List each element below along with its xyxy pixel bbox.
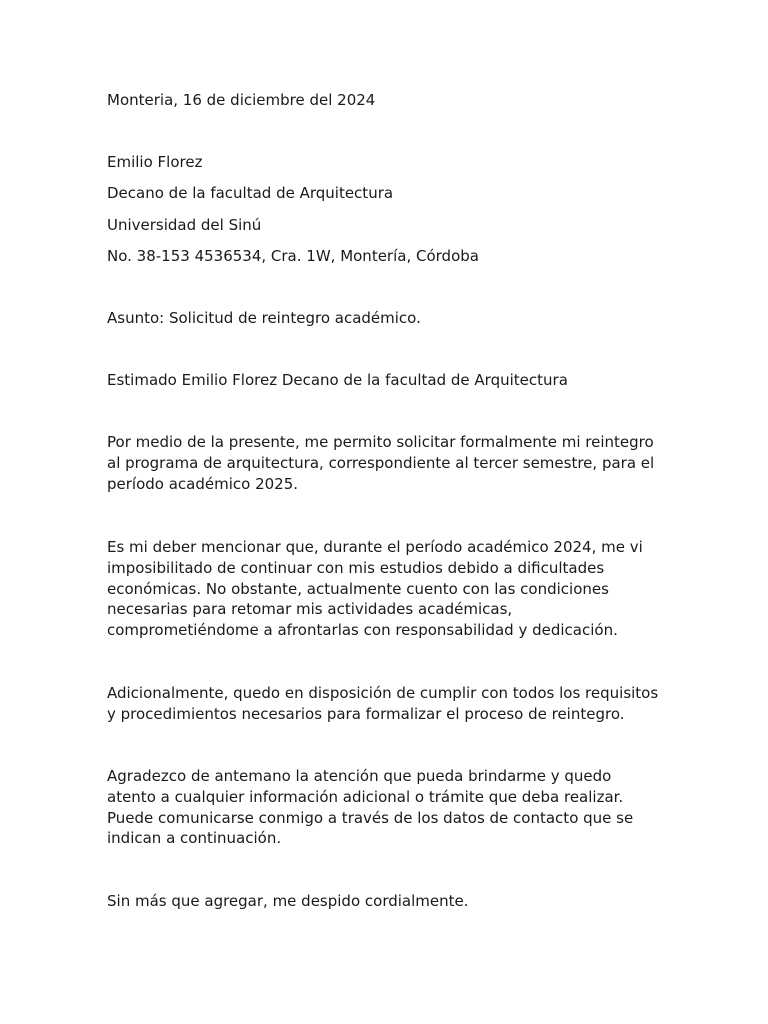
paragraph-line: atento a cualquier información adicional o trámite que deba realizar. [107,787,624,806]
paragraph-line: indican a continuación. [107,829,282,848]
recipient-title: Decano de la facultad de Arquitectura [107,184,394,202]
salutation: Estimado Emilio Florez Decano de la facultad de Arquitectura [107,371,568,389]
closing-line: Sin más que agregar, me despido cordialmente. [107,892,469,910]
paragraph-line: necesarias para retomar mis actividades académicas, [107,600,513,619]
date-line: Monteria, 16 de diciembre del 2024 [107,91,376,109]
paragraph-line: y procedimientos necesarios para formalizar el proceso de reintegro. [107,704,625,723]
paragraph-line: período académico 2025. [107,474,299,493]
paragraph-1 [107,432,667,494]
paragraph-4 [107,766,667,849]
recipient-institution: Universidad del Sinú [107,216,262,234]
paragraph-line: Adicionalmente, quedo en disposición de cumplir con todos los requisitos [107,684,659,702]
subject-line: Asunto: Solicitud de reintegro académico. [107,309,421,327]
paragraph-2 [107,537,667,641]
paragraph-line: Puede comunicarse conmigo a través de los datos de contacto que se [107,808,634,827]
paragraph-line: Es mi deber mencionar que, durante el período académico 2024, me vi [107,538,643,556]
paragraph-3 [107,683,667,725]
paragraph-line: económicas. No obstante, actualmente cuento con las condiciones [107,579,609,598]
paragraph-line: Agradezco de antemano la atención que pueda brindarme y quedo [107,767,612,785]
paragraph-line: Por medio de la presente, me permito solicitar formalmente mi reintegro [107,433,654,451]
paragraph-line: imposibilitado de continuar con mis estudios debido a dificultades [107,558,605,577]
recipient-name: Emilio Florez [107,153,203,171]
paragraph-line: comprometiéndome a afrontarlas con responsabilidad y dedicación. [107,621,618,640]
paragraph-line: al programa de arquitectura, correspondiente al tercer semestre, para el [107,453,655,472]
recipient-address: No. 38-153 4536534, Cra. 1W, Montería, Córdoba [107,247,479,265]
